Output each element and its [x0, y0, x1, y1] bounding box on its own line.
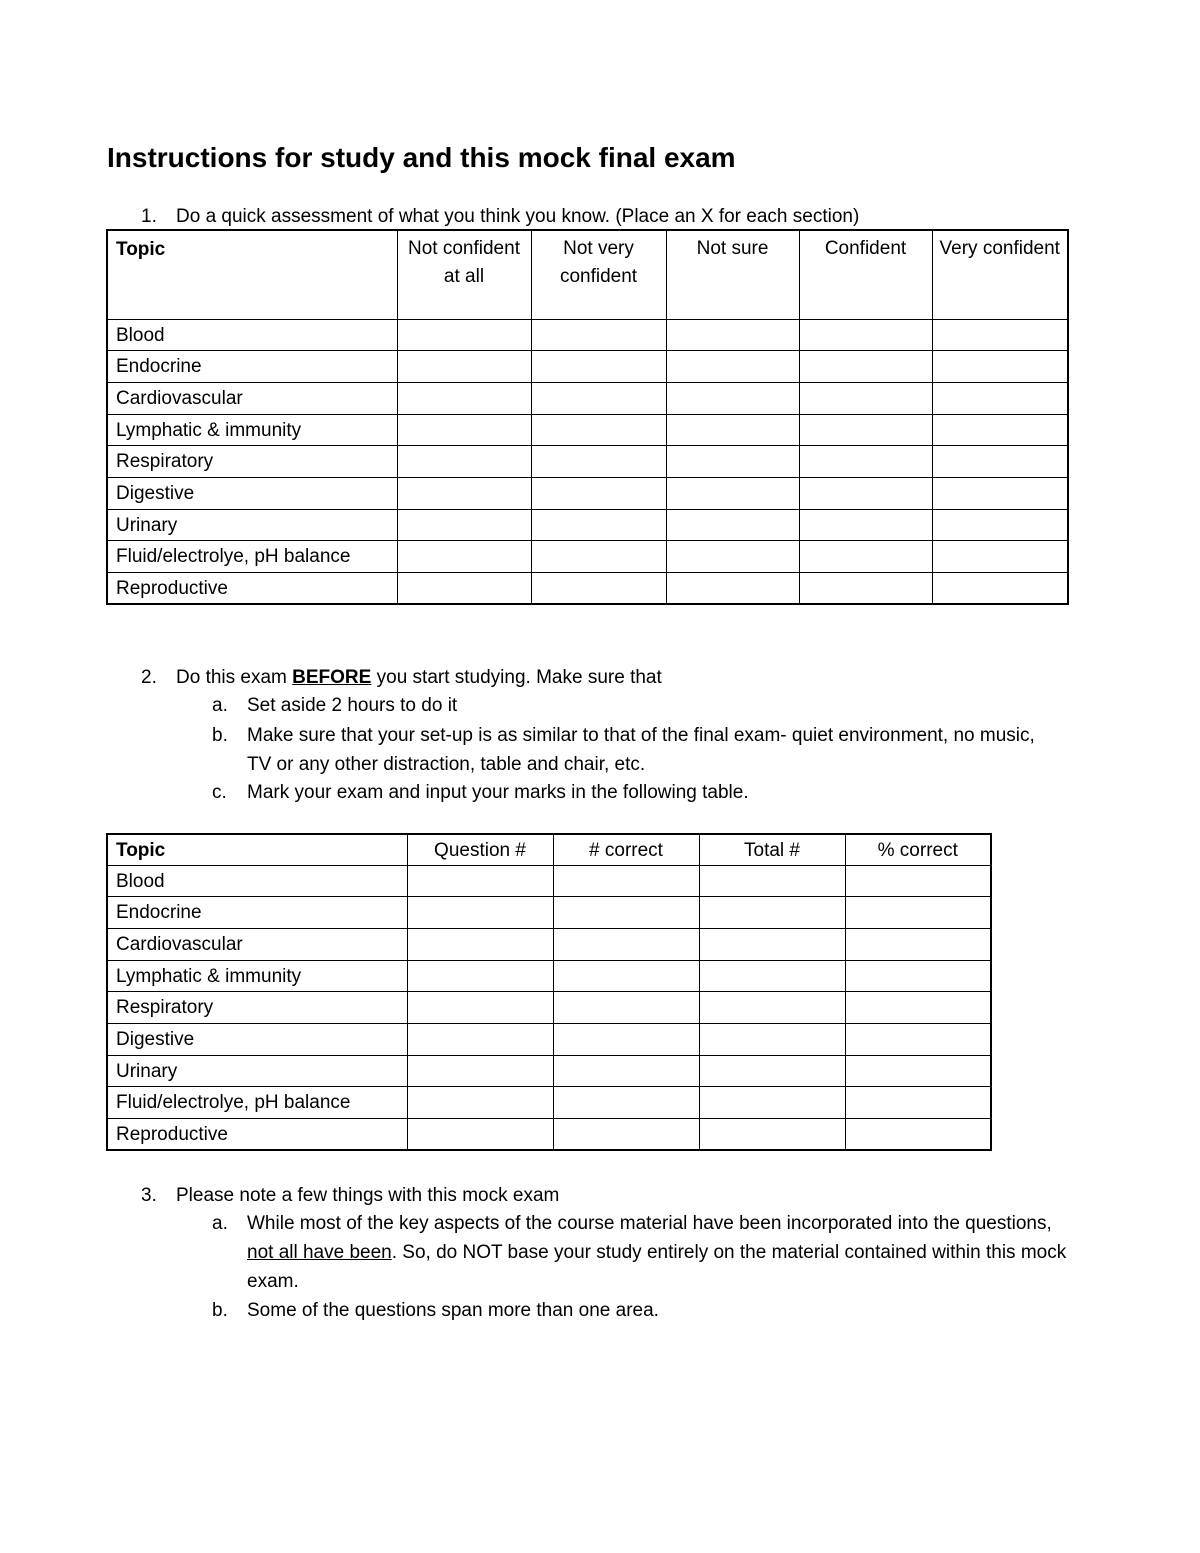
results-input-cell[interactable] [553, 992, 699, 1024]
results-row-label: Endocrine [107, 897, 407, 929]
results-input-cell[interactable] [845, 1023, 991, 1055]
results-input-cell[interactable] [553, 960, 699, 992]
assessment-input-cell[interactable] [932, 509, 1068, 541]
step-3a-text-after: . So, do NOT base your study entirely on the material contained within this mock exam. [247, 1242, 1067, 1292]
assessment-input-cell[interactable] [531, 414, 666, 446]
results-input-cell[interactable] [699, 1119, 845, 1151]
assessment-input-cell[interactable] [932, 382, 1068, 414]
assessment-input-cell[interactable] [666, 446, 799, 478]
header-topic: Topic [107, 230, 397, 319]
assessment-input-cell[interactable] [397, 382, 531, 414]
step-3-number: 3. [141, 1185, 157, 1206]
results-input-cell[interactable] [699, 1055, 845, 1087]
assessment-input-cell[interactable] [799, 446, 932, 478]
results-input-cell[interactable] [553, 897, 699, 929]
assessment-input-cell[interactable] [932, 477, 1068, 509]
assessment-row-label: Fluid/electrolye, pH balance [107, 541, 397, 573]
results-row-label: Urinary [107, 1055, 407, 1087]
assessment-input-cell[interactable] [397, 509, 531, 541]
results-input-cell[interactable] [553, 1087, 699, 1119]
table-row [107, 541, 1068, 573]
assessment-input-cell[interactable] [666, 414, 799, 446]
assessment-input-cell[interactable] [397, 573, 531, 605]
assessment-input-cell[interactable] [531, 351, 666, 383]
step-2-text-after: you start studying. Make sure that [371, 667, 662, 688]
step-2c-text: Mark your exam and input your marks in the following table. [247, 782, 749, 803]
results-input-cell[interactable] [553, 928, 699, 960]
results-input-cell[interactable] [553, 1023, 699, 1055]
header-total-number: Total # [699, 834, 845, 865]
step-3b-letter: b. [212, 1300, 228, 1321]
table-header-row [107, 834, 991, 865]
results-input-cell[interactable] [699, 865, 845, 897]
step-2c-letter: c. [212, 782, 227, 803]
step-3b-text: Some of the questions span more than one area. [247, 1300, 659, 1321]
assessment-input-cell[interactable] [932, 414, 1068, 446]
header-number-correct: # correct [553, 834, 699, 865]
assessment-input-cell[interactable] [397, 446, 531, 478]
header-percent-correct: % correct [845, 834, 991, 865]
header-very-confident: Very confident [932, 230, 1068, 319]
step-2a-text: Set aside 2 hours to do it [247, 695, 458, 716]
assessment-input-cell[interactable] [397, 414, 531, 446]
step-3a-underlined: not all have been [247, 1242, 392, 1263]
header-topic: Topic [107, 834, 407, 865]
assessment-input-cell[interactable] [397, 477, 531, 509]
step-2-item-a [212, 691, 1092, 720]
results-input-cell[interactable] [553, 1119, 699, 1151]
assessment-input-cell[interactable] [397, 319, 531, 351]
results-input-cell[interactable] [845, 865, 991, 897]
results-row-label: Respiratory [107, 992, 407, 1024]
assessment-input-cell[interactable] [531, 477, 666, 509]
results-row-label: Cardiovascular [107, 928, 407, 960]
results-input-cell[interactable] [407, 992, 553, 1024]
results-input-cell[interactable] [407, 960, 553, 992]
assessment-input-cell[interactable] [397, 351, 531, 383]
table-row [107, 928, 991, 960]
results-input-cell[interactable] [407, 897, 553, 929]
table-row [107, 382, 1068, 414]
step-2b-text: Make sure that your set-up is as similar to that of the final exam- quiet environment, no music, TV or any other distraction, table and chair, etc. [247, 725, 1035, 775]
step-1-number: 1. [141, 206, 157, 227]
assessment-input-cell[interactable] [799, 414, 932, 446]
step-2a-letter: a. [212, 695, 228, 716]
results-input-cell[interactable] [699, 960, 845, 992]
step-2-text [176, 663, 662, 692]
assessment-input-cell[interactable] [666, 319, 799, 351]
results-input-cell[interactable] [699, 928, 845, 960]
step-2-number: 2. [141, 667, 157, 688]
assessment-input-cell[interactable] [932, 573, 1068, 605]
assessment-row-label: Respiratory [107, 446, 397, 478]
assessment-input-cell[interactable] [531, 446, 666, 478]
assessment-input-cell[interactable] [799, 382, 932, 414]
assessment-row-label: Blood [107, 319, 397, 351]
results-input-cell[interactable] [845, 992, 991, 1024]
step-3-item-b [212, 1296, 1092, 1325]
table-row [107, 509, 1068, 541]
results-input-cell[interactable] [407, 1119, 553, 1151]
header-not-confident-at-all: Not confident at all [397, 230, 531, 319]
results-input-cell[interactable] [699, 897, 845, 929]
table-row [107, 1023, 991, 1055]
table-row [107, 351, 1068, 383]
assessment-input-cell[interactable] [666, 351, 799, 383]
header-question-number: Question # [407, 834, 553, 865]
assessment-row-label: Urinary [107, 509, 397, 541]
results-input-cell[interactable] [407, 1087, 553, 1119]
table-row [107, 960, 991, 992]
results-row-label: Lymphatic & immunity [107, 960, 407, 992]
assessment-row-label: Endocrine [107, 351, 397, 383]
results-input-cell[interactable] [845, 1087, 991, 1119]
table-row [107, 446, 1068, 478]
results-input-cell[interactable] [407, 1023, 553, 1055]
header-confident: Confident [799, 230, 932, 319]
table-row [107, 1055, 991, 1087]
assessment-input-cell[interactable] [531, 541, 666, 573]
assessment-row-label: Cardiovascular [107, 382, 397, 414]
step-1 [141, 202, 859, 231]
table-row [107, 573, 1068, 605]
results-input-cell[interactable] [699, 1023, 845, 1055]
table-header-row [107, 230, 1068, 319]
table-row [107, 865, 991, 897]
results-input-cell[interactable] [407, 1055, 553, 1087]
assessment-input-cell[interactable] [666, 477, 799, 509]
results-row-label: Fluid/electrolye, pH balance [107, 1087, 407, 1119]
assessment-row-label: Lymphatic & immunity [107, 414, 397, 446]
table-row [107, 319, 1068, 351]
results-input-cell[interactable] [845, 960, 991, 992]
assessment-input-cell[interactable] [799, 477, 932, 509]
assessment-input-cell[interactable] [932, 351, 1068, 383]
results-input-cell[interactable] [845, 928, 991, 960]
assessment-row-label: Reproductive [107, 573, 397, 605]
step-3a-letter: a. [212, 1213, 228, 1234]
results-input-cell[interactable] [699, 992, 845, 1024]
assessment-input-cell[interactable] [666, 573, 799, 605]
step-2-text-before: Do this exam [176, 667, 293, 688]
table-row [107, 992, 991, 1024]
table-row [107, 1087, 991, 1119]
step-3a-text [247, 1209, 1072, 1296]
table-row [107, 477, 1068, 509]
assessment-row-label: Digestive [107, 477, 397, 509]
assessment-input-cell[interactable] [666, 382, 799, 414]
assessment-input-cell[interactable] [397, 541, 531, 573]
assessment-input-cell[interactable] [666, 509, 799, 541]
assessment-input-cell[interactable] [531, 319, 666, 351]
step-2-item-c [212, 778, 1092, 807]
assessment-input-cell[interactable] [531, 509, 666, 541]
assessment-input-cell[interactable] [799, 541, 932, 573]
step-3 [141, 1181, 559, 1210]
assessment-input-cell[interactable] [799, 351, 932, 383]
step-2 [141, 663, 662, 692]
table-row [107, 1119, 991, 1151]
page-title: Instructions for study and this mock final exam [107, 142, 736, 173]
results-input-cell[interactable] [553, 1055, 699, 1087]
assessment-input-cell[interactable] [799, 573, 932, 605]
assessment-input-cell[interactable] [932, 541, 1068, 573]
step-3a-text-before: While most of the key aspects of the course material have been incorporated into the questions, [247, 1213, 1052, 1234]
step-2-emphasis: BEFORE [292, 667, 372, 688]
results-input-cell[interactable] [407, 865, 553, 897]
header-not-very-confident: Not very confident [531, 230, 666, 319]
step-2-item-b [212, 721, 1057, 779]
self-assessment-table [106, 229, 1069, 605]
results-row-label: Digestive [107, 1023, 407, 1055]
assessment-input-cell[interactable] [666, 541, 799, 573]
assessment-input-cell[interactable] [932, 446, 1068, 478]
assessment-input-cell[interactable] [799, 319, 932, 351]
assessment-input-cell[interactable] [799, 509, 932, 541]
step-1-text: Do a quick assessment of what you think you know. (Place an X for each section) [176, 206, 860, 227]
step-3-text: Please note a few things with this mock exam [176, 1185, 560, 1206]
table-row [107, 897, 991, 929]
results-input-cell[interactable] [699, 1087, 845, 1119]
table-row [107, 414, 1068, 446]
results-row-label: Blood [107, 865, 407, 897]
assessment-input-cell[interactable] [932, 319, 1068, 351]
results-row-label: Reproductive [107, 1119, 407, 1151]
step-2b-letter: b. [212, 725, 228, 746]
results-input-cell[interactable] [845, 897, 991, 929]
results-input-cell[interactable] [845, 1055, 991, 1087]
results-input-cell[interactable] [407, 928, 553, 960]
step-3-item-a [212, 1209, 1072, 1296]
assessment-input-cell[interactable] [531, 573, 666, 605]
assessment-input-cell[interactable] [531, 382, 666, 414]
results-input-cell[interactable] [845, 1119, 991, 1151]
exam-results-table [106, 833, 992, 1151]
header-not-sure: Not sure [666, 230, 799, 319]
results-input-cell[interactable] [553, 865, 699, 897]
